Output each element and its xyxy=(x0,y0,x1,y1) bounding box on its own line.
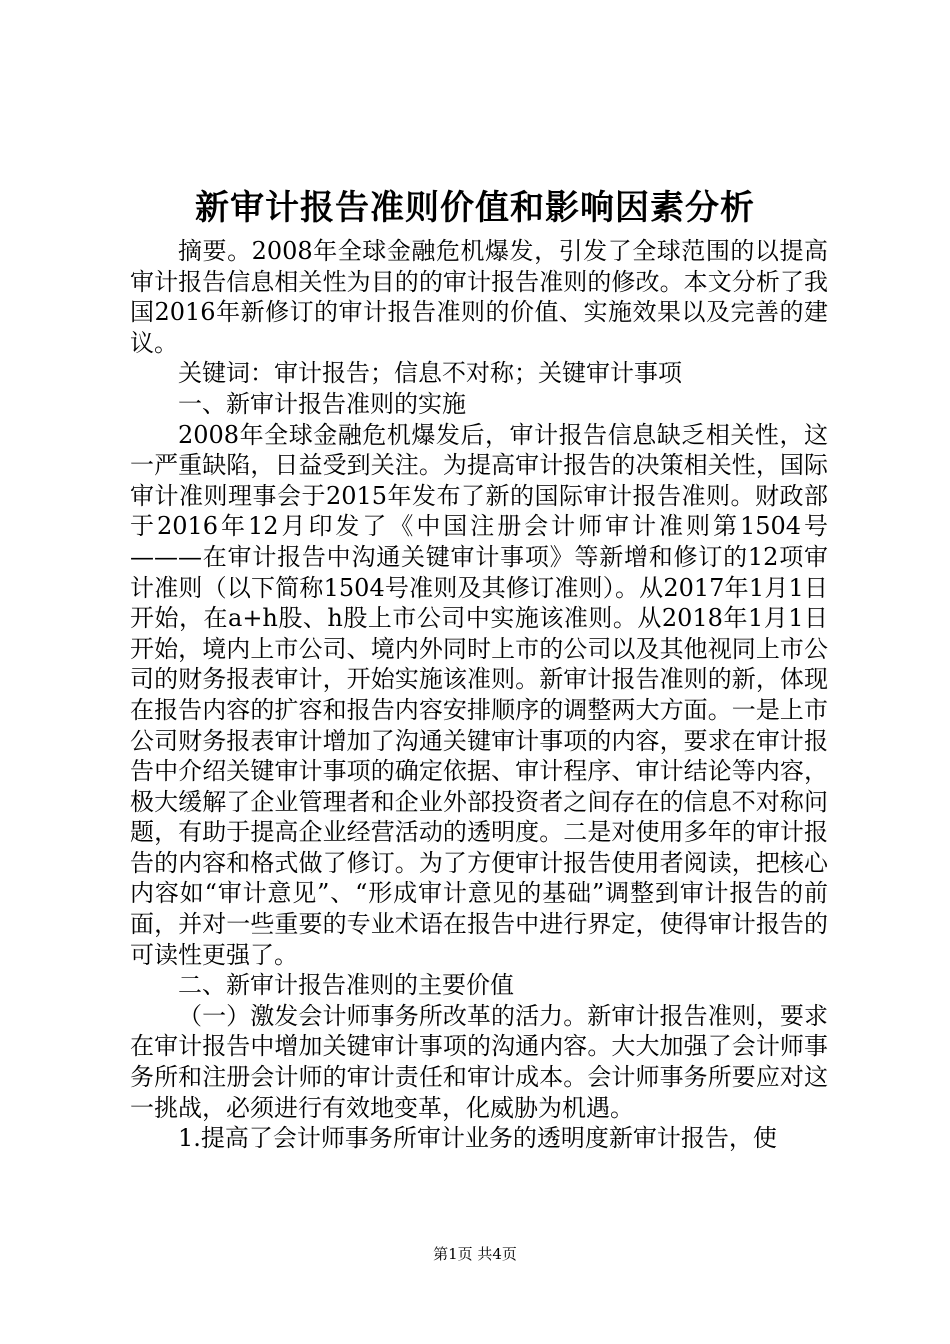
body-paragraph: （一）激发会计师事务所改革的活力。新审计报告准则，要求在审计报告中增加关键审计事项的沟通内容。大大加强了会计师事务所和注册会计师的审计责任和审计成本。会计师事务所要应对这一挑战，必须进行有效地变革，化威胁为机遇。 xyxy=(130,1001,828,1122)
abstract-paragraph: 摘要。2008年全球金融危机爆发，引发了全球范围的以提高审计报告信息相关性为目的的审计报告准则的修改。本文分析了我国2016年新修订的审计报告准则的价值、实施效果以及完善的建议。 xyxy=(130,237,828,357)
body-paragraph: 1.提高了会计师事务所审计业务的透明度新审计报告，使 xyxy=(178,1124,777,1153)
document-title: 新审计报告准则价值和影响因素分析 xyxy=(195,188,755,228)
page-number-footer: 第1页 共4页 xyxy=(433,1245,517,1263)
section-heading: 一、新审计报告准则的实施 xyxy=(178,389,466,418)
document-body xyxy=(130,236,828,1154)
keywords-paragraph: 关键词：审计报告；信息不对称；关键审计事项 xyxy=(178,359,682,388)
body-paragraph: 2008年全球金融危机爆发后，审计报告信息缺乏相关性，这一严重缺陷，日益受到关注。为提高审计报告的决策相关性，国际审计准则理事会于2015年发布了新的国际审计报告准则。财政部于2016年12月印发了《中国注册会计师审计准则第1504号———在审计报告中沟通关键审计事项》等新增和修订的12项审计准则（以下简称1504号准则及其修订准则）。从2017年1月1日开始，在a+h股、h股上市公司中实施该准则。从2018年1月1日开始，境内上市公司、境内外同时上市的公司以及其他视同上市公司的财务报表审计，开始实施该准则。新审计报告准则的新，体现在报告内容的扩容和报告内容安排顺序的调整两大方面。一是上市公司财务报表审计增加了沟通关键审计事项的内容，要求在审计报告中介绍关键审计事项的确定依据、审计程序、审计结论等内容，极大缓解了企业管理者和企业外部投资者之间存在的信息不对称问题，有助于提高企业经营活动的透明度。二是对使用多年的审计报告的内容和格式做了修订。为了方便审计报告使用者阅读，把核心内容如“审计意见”、“形成审计意见的基础”调整到审计报告的前面，并对一些重要的专业术语在报告中进行界定，使得审计报告的可读性更强了。 xyxy=(130,420,828,969)
section-heading: 二、新审计报告准则的主要价值 xyxy=(178,971,514,1000)
